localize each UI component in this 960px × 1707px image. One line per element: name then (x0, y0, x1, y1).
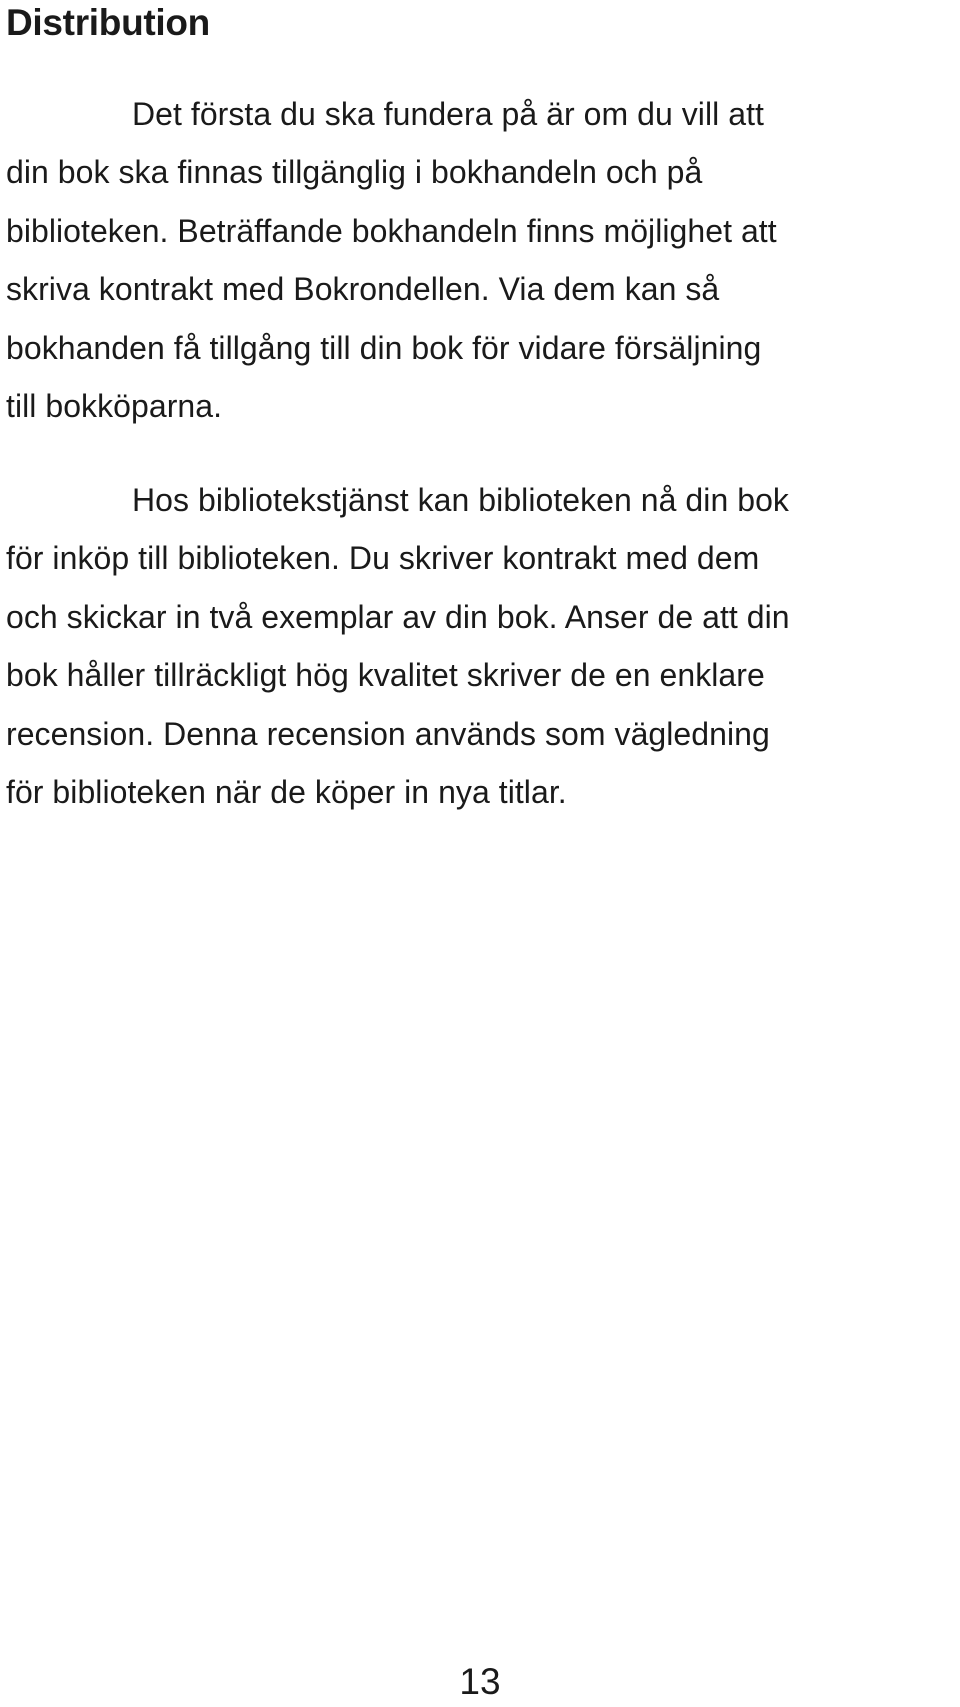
paragraph-line: bokhanden få tillgång till din bok för vidare försäljning (6, 329, 762, 366)
paragraph-line: recension. Denna recension används som vägledning (6, 715, 770, 752)
paragraph-line: bok håller tillräckligt hög kvalitet skriver de en enklare (6, 657, 765, 694)
paragraph-line: för inköp till biblioteken. Du skriver kontrakt med dem (6, 540, 760, 577)
paragraph-line: för biblioteken när de köper in nya titlar. (6, 774, 567, 811)
paragraph-bokhandel (6, 85, 960, 435)
section-heading: Distribution (6, 2, 210, 43)
paragraph-line: biblioteken. Beträffande bokhandeln finns möjlighet att (6, 212, 777, 249)
paragraph-line: Hos bibliotekstjänst kan biblioteken nå din bok (132, 482, 789, 518)
paragraph-line: din bok ska finnas tillgänglig i bokhandeln och på (6, 154, 703, 191)
page-number: 13 (459, 1661, 501, 1702)
paragraph-line: skriva kontrakt med Bokrondellen. Via dem kan så (6, 271, 720, 308)
paragraph-line: till bokköparna. (6, 388, 223, 425)
paragraph-bibliotek (6, 471, 960, 821)
paragraph-line: och skickar in två exemplar av din bok. Anser de att din (6, 598, 790, 635)
paragraph-line: Det första du ska fundera på är om du vill att (132, 96, 764, 132)
